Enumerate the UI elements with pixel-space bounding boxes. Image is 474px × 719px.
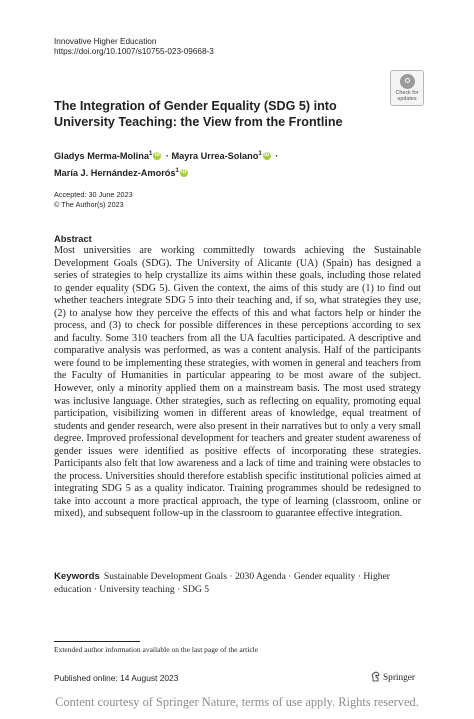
abstract-heading: Abstract <box>54 234 92 244</box>
copyright-line: © The Author(s) 2023 <box>54 200 124 209</box>
author-list <box>54 147 434 181</box>
crossmark-icon <box>400 74 415 89</box>
affiliation-marker: 1 <box>148 151 153 157</box>
badge-line-1: Check for <box>395 90 419 96</box>
article-dates <box>54 190 133 210</box>
publisher-name: Springer <box>383 673 416 683</box>
abstract-body: Most universities are working committedly towards achieving the Sustainable Development Goals (SDG). The University of Alicante (UA) (Spain) has designed a series of strategies to help crystallize its aims within these goals, including those related to gender equality (SDG 5). Given the context, the aims of this study are (1) to find out whether teachers integrate SDG 5 into their teaching and, if so, what strategies they use, (2) to analyse how they perceive the effects of this and what factors help or hinder the process, and (3) to check for possible differences in these perceptions according to sex and faculty. Some 310 teachers from all the UA faculties participated. A descriptive and comparative analysis was performed, as was a content analysis. Half of the participants were found to be implementing these strategies, with women in general and teachers from the Faculty of Humanities in particular appearing to be most aware of the subject. However, only a minority applied them on a mainstream basis. The most used strategy was inclusive language. Other strategies, such as reflecting on equality, promoting equal participation, visibilizing women in different areas of knowledge, equal treatment of students and gender research, were also present in their narratives but to only a very small degree. Improved professional development for teachers and greater student awareness of gender issues were identified as positive effects of incorporating these strategies. Participants also felt that low awareness and a lack of time and training were obstacles to the process. Universities should therefore establish specific institutional policies aimed at integrating SDG 5 as a quality indicator. Training programmes should be redesigned to take into account a more practical approach, the type of learning (classroom, online or mixed), and subsequent follow-up in the classroom to guarantee effective integration. <box>54 245 421 520</box>
author-2[interactable] <box>172 151 262 161</box>
published-date: Published online: 14 August 2023 <box>54 673 179 683</box>
journal-name: Innovative Higher Education <box>54 37 157 46</box>
springer-horse-icon <box>371 671 381 682</box>
author-info-footnote: Extended author information available on the last page of the article <box>54 645 259 654</box>
keywords <box>54 570 424 596</box>
publisher-logo[interactable] <box>371 671 415 684</box>
orcid-icon[interactable] <box>153 152 161 160</box>
orcid-icon[interactable] <box>180 169 188 177</box>
orcid-icon[interactable] <box>263 152 271 160</box>
author-name: María J. Hernández-Amorós <box>54 168 176 179</box>
doi-link[interactable]: https://doi.org/10.1007/s10755-023-09668-3 <box>54 47 214 56</box>
footnote-divider <box>54 641 140 642</box>
check-for-updates-badge[interactable] <box>390 70 424 106</box>
courtesy-notice: Content courtesy of Springer Nature, terms of use apply. Rights reserved. <box>55 695 419 709</box>
affiliation-marker: 1 <box>258 151 262 157</box>
author-separator: · <box>275 151 279 162</box>
author-separator: · <box>165 151 169 162</box>
article-title: The Integration of Gender Equality (SDG 5) into University Teaching: the View from the Frontline <box>54 99 343 129</box>
keywords-label: Keywords <box>54 571 100 582</box>
affiliation-marker: 1 <box>175 168 179 175</box>
author-3[interactable] <box>54 168 179 178</box>
journal-header <box>54 37 214 57</box>
author-name: Mayra Urrea-Solano <box>171 151 259 162</box>
author-name: Gladys Merma-Molina <box>54 151 149 162</box>
badge-line-2: updates <box>397 96 417 102</box>
author-1[interactable] <box>54 151 152 161</box>
keywords-list: Sustainable Development Goals · 2030 Agenda · Gender equality · Higher education · University teaching · SDG 5 <box>54 571 390 595</box>
accepted-date: Accepted: 30 June 2023 <box>54 190 133 199</box>
